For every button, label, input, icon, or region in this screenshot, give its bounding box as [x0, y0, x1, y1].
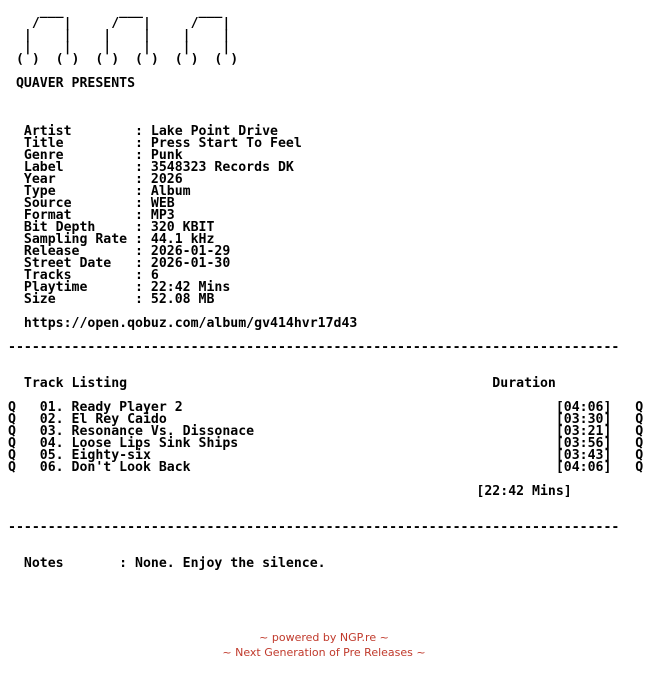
- release-info-block: Artist : Lake Point Drive Title : Press Start To Feel Genre : Punk Label : 3548323 Records DK Year : 2026 Type : Album Source : WEB Format : MP3 Bit Depth : 320 KBIT Sampling Rate : 44.1 kHz Release : 2026-01-29 Street Date : 2026-01-30 Tracks : 6 Playtime : 22:42 Mins Size : 52.08 MB: [23, 124, 302, 307]
- track-listing-header: Track Listing Duration: [8, 376, 556, 391]
- quaver-ascii-logo: ___ ___ ___ / | / | / | | | | | | | | | | | | | ( ) ( ) ( ) ( ) ( ) ( ): [15, 4, 239, 67]
- ngp-footer: [0, 630, 648, 660]
- qobuz-album-link[interactable]: https://open.qobuz.com/album/gv414hvr17d43: [8, 316, 358, 331]
- total-playtime: [22:42 Mins]: [8, 484, 572, 499]
- divider-top: -----------------------------------------------------------------------------: [8, 340, 620, 355]
- footer-powered-by: ~ powered by NGP.re ~: [259, 631, 389, 644]
- footer-tagline: ~ Next Generation of Pre Releases ~: [222, 646, 426, 659]
- track-list: Q 01. Ready Player 2 [04:06] Q Q 02. El Rey Caido [03:30] Q Q 03. Resonance Vs. Dissonace [03:21] Q Q 04. Loose Lips Sink Ships [03:56] Q Q 05. Eighty-six [03:43] Q Q 06. Don't Look Back [04:06] Q: [8, 400, 644, 475]
- notes-line: Notes : None. Enjoy the silence.: [8, 556, 326, 571]
- presents-line: QUAVER PRESENTS: [8, 76, 136, 91]
- divider-bottom: -----------------------------------------------------------------------------: [8, 520, 620, 535]
- nfo-text: [8, 6, 643, 570]
